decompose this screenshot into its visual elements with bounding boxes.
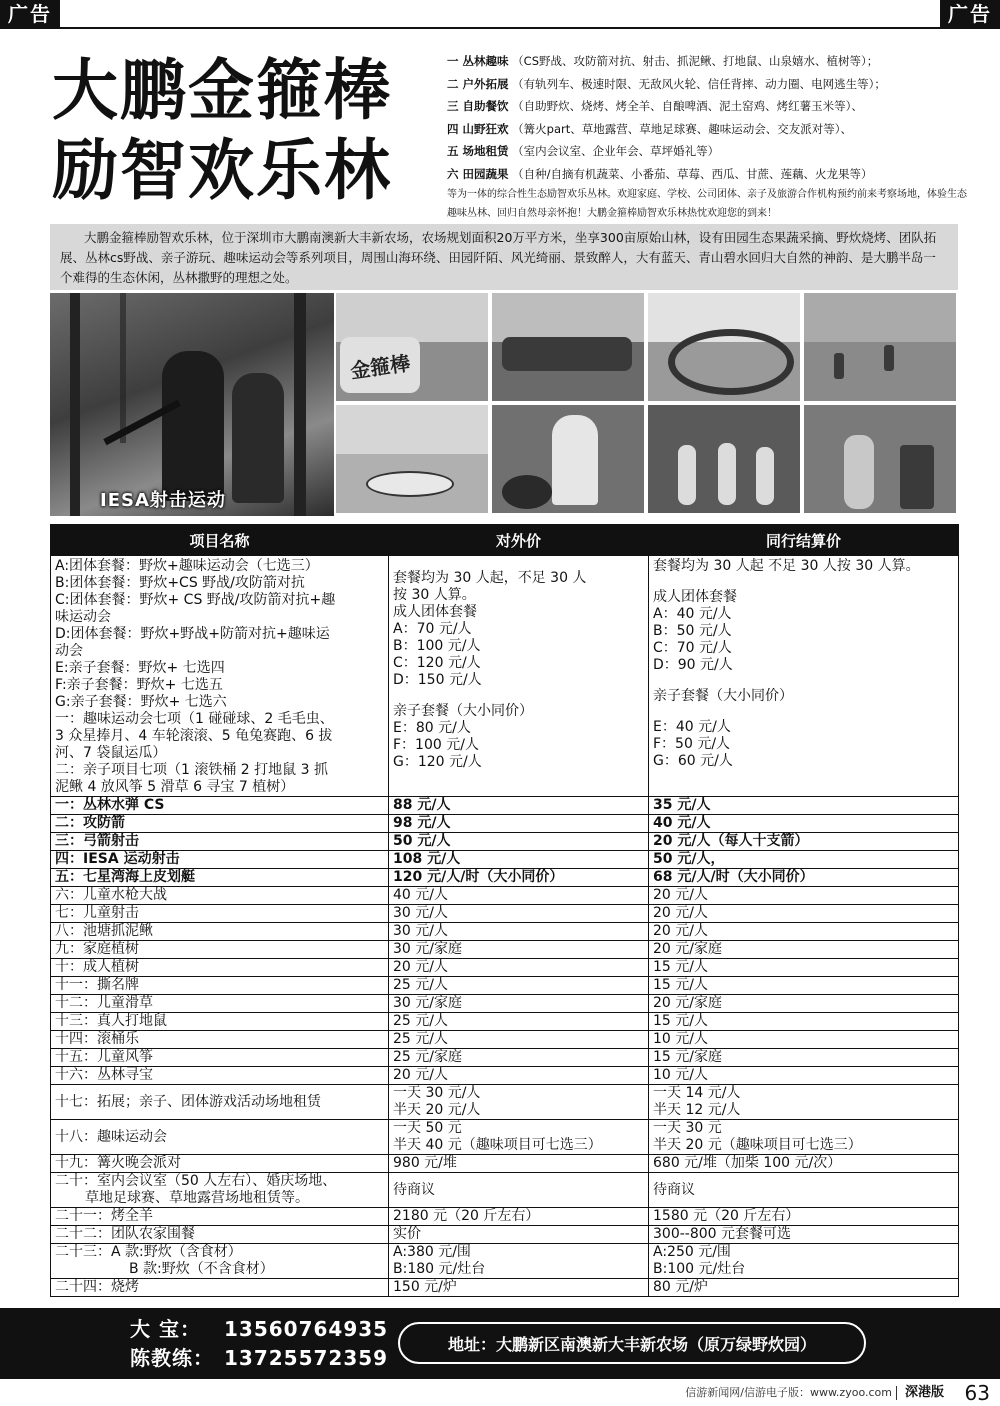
soldier-figure [232, 373, 284, 503]
table-row: 十二：儿童滑草 30 元/家庭 20 元/家庭 [51, 995, 959, 1013]
feature-note: 等为一体的综合性生态励智欢乐丛林。欢迎家庭、学校、公司团体、亲子及旅游合作机构预约前来考察场地，体验生态趣味丛林、回归自然母亲怀抱！大鹏金箍棒励智欢乐林热忱欢迎您的到来！ [447, 189, 967, 219]
column-header-public-price: 对外价 [389, 525, 649, 556]
phone-number[interactable]: 13560764935 [224, 1317, 389, 1341]
photo-field [804, 293, 956, 401]
soldier-figure [162, 351, 224, 501]
stone-sign-text: 金箍棒 [348, 350, 412, 384]
package-items-cell: A:团体套餐：野炊+趣味运动会（七选三） B:团体套餐：野炊+CS 野战/攻防箭对抗 C:团体套餐：野炊+ CS 野战/攻防箭对抗+趣 味运动会 D:团体套餐：野炊+野战+防箭对抗+趣味运 动会 E:亲子套餐：野炊+ 七选四 F:亲子套餐：野炊+ 七选五 G:亲子套餐：野炊+ 七选六 一：趣味运动会七项（1 碰碰球、2 毛毛虫、 3 众星捧月、4 车轮滚滚、5 龟兔赛跑、6 拔 河、7 袋鼠运瓜） 二：亲子项目七项（1 滚铁桶 2 打地鼠 3 抓 泥鳅 4 放风筝 5 滑草 6 寻宝 7 植树） [51, 556, 389, 797]
table-row: 九：家庭植树 30 元/家庭 20 元/家庭 [51, 941, 959, 959]
table-row: 二十一：烤全羊 2180 元（20 斤左右） 1580 元（20 斤左右） [51, 1208, 959, 1226]
contact-item: 大 宝： 13560764935 [130, 1317, 389, 1341]
feature-item: 六 田园蔬果 （自种/自摘有机蔬菜、小番茄、草莓、西瓜、甘蔗、莲藕、火龙果等） [447, 166, 873, 181]
table-row: 三：弓箭射击 50 元/人 20 元/人（每人十支箭） [51, 833, 959, 851]
table-row: 十七：拓展；亲子、团体游戏活动场地租赁 一天 30 元/人 半天 20 元/人 一天 14 元/人 半天 12 元/人 [51, 1085, 959, 1120]
table-row: 六：儿童水枪大战 40 元/人 20 元/人 [51, 887, 959, 905]
photo-caption: IESA射击运动 [100, 490, 226, 511]
ad-tag-left: 广告 [0, 0, 60, 28]
table-row: 十三：真人打地鼠 25 元/人 15 元/人 [51, 1013, 959, 1031]
package-trade-cell: 套餐均为 30 人起 不足 30 人按 30 人算。 成人团体套餐 A：40 元/人 B：50 元/人 C：70 元/人 D：90 元/人 亲子套餐（大小同价） E：40 元/人 F：50 元/人 G：60 元/人 [649, 556, 959, 797]
column-header-trade-price: 同行结算价 [649, 525, 959, 556]
feature-list [447, 50, 967, 223]
photo-group [492, 293, 644, 401]
table-row: 十六：丛林寻宝 20 元/人 10 元/人 [51, 1067, 959, 1085]
photo-stone-sign [336, 293, 488, 401]
feature-item: 二 户外拓展 （有轨列车、极速时限、无敌风火轮、信任背摔、动力圈、电网逃生等）； [447, 76, 886, 91]
price-table [50, 524, 959, 1297]
photo-circle-game [648, 293, 800, 401]
photo-cooking [492, 405, 644, 513]
table-row: 七：儿童射击 30 元/人 20 元/人 [51, 905, 959, 923]
contact-footer [0, 1308, 1000, 1379]
feature-item: 五 场地租赁 （室内会议室、企业年会、草坪婚礼等） [447, 144, 720, 158]
intro-paragraph: 大鹏金箍棒励智欢乐林，位于深圳市大鹏南澳新大丰新农场，农场规划面积20万平方米，坐享300亩原始山林，设有田园生态果蔬采摘、野炊烧烤、团队拓展、丛林cs野战、亲子游玩、趣味运动会等系列项目，周围山海环绕、田园阡陌、风光绮丽、景致醉人，大有蓝天、青山碧水回归大自然的神韵、是大鹏半岛一个难得的生态休闲，丛林撒野的理想之处。 [50, 224, 958, 290]
title-line-2: 励智欢乐林 [52, 131, 392, 209]
table-row: 八：池塘抓泥鳅 30 元/人 20 元/人 [51, 923, 959, 941]
address-box: 地址：大鹏新区南澳新大丰新农场（原万绿野炊园） [398, 1322, 866, 1364]
package-public-cell: 套餐均为 30 人起，不足 30 人 按 30 人算。 成人团体套餐 A：70 元/人 B：100 元/人 C：120 元/人 D：150 元/人 亲子套餐（大小同价） E：80 元/人 F：100 元/人 G：120 元/人 [389, 556, 649, 797]
title-line-1: 大鹏金箍棒 [52, 51, 392, 129]
page-number: 63 [964, 1381, 990, 1405]
table-row: 二十四：烧烤 150 元/炉 80 元/炉 [51, 1279, 959, 1297]
top-rule [0, 27, 1000, 29]
column-header-item: 项目名称 [51, 525, 389, 556]
edition-label: 深港版 [904, 1385, 944, 1400]
footer-source: 信游新闻网/信游电子版：www.zyoo.com [685, 1386, 892, 1399]
table-row: 二：攻防箭 98 元/人 40 元/人 [51, 815, 959, 833]
feature-item: 四 山野狂欢 （篝火part、草地露营、草地足球赛、趣味运动会、交友派对等）、 [447, 121, 853, 136]
table-row: 二十：室内会议室（50 人左右）、婚庆场地、 草地足球赛、草地露营场地租赁等。 待商议 待商议 [51, 1173, 959, 1208]
phone-number[interactable]: 13725572359 [224, 1346, 389, 1370]
photo-archery [804, 405, 956, 513]
package-row [51, 556, 959, 797]
feature-item: 三 自助餐饮 （自助野炊、烧烤、烤全羊、自酿啤酒、泥土窑鸡、烤红薯玉米等）、 [447, 99, 863, 113]
table-row: 十九：篝火晚会派对 980 元/堆 680 元/堆（加柴 100 元/次） [51, 1155, 959, 1173]
shooting-sport-photo [50, 293, 334, 516]
contact-list [130, 1315, 388, 1373]
table-row: 十：成人植树 20 元/人 15 元/人 [51, 959, 959, 977]
page-footer [685, 1382, 944, 1404]
photo-boats [336, 405, 488, 513]
photo-forest-team [648, 405, 800, 513]
table-row: 十一：撕名牌 25 元/人 15 元/人 [51, 977, 959, 995]
table-row: 十五：儿童风筝 25 元/家庭 15 元/家庭 [51, 1049, 959, 1067]
table-row: 十八：趣味运动会 一天 50 元 半天 40 元（趣味项目可七选三） 一天 30 元 半天 20 元（趣味项目可七选三） [51, 1120, 959, 1155]
photo-collage [50, 293, 958, 516]
ad-tag-right: 广告 [940, 0, 1000, 28]
page-title [52, 50, 392, 210]
feature-item: 一 丛林趣味 （CS野战、攻防箭对抗、射击、抓泥鳅、打地鼠、山泉嬉水、植树等）； [447, 54, 879, 68]
table-row: 一：丛林水弹 CS 88 元/人 35 元/人 [51, 797, 959, 815]
contact-item: 陈教练： 13725572359 [130, 1346, 389, 1370]
table-header-row [51, 525, 959, 556]
table-row: 五：七星湾海上皮划艇 120 元/人/时（大小同价） 68 元/人/时（大小同价） [51, 869, 959, 887]
table-row: 二十二：团队农家围餐 实价 300--800 元套餐可选 [51, 1226, 959, 1244]
table-row: 四：IESA 运动射击 108 元/人 50 元/人， [51, 851, 959, 869]
table-row: 二十三：A 款:野炊（含食材） B 款:野炊（不含食材） A:380 元/围 B:180 元/灶台 A:250 元/围 B:100 元/灶台 [51, 1244, 959, 1279]
table-row: 十四：滚桶乐 25 元/人 10 元/人 [51, 1031, 959, 1049]
